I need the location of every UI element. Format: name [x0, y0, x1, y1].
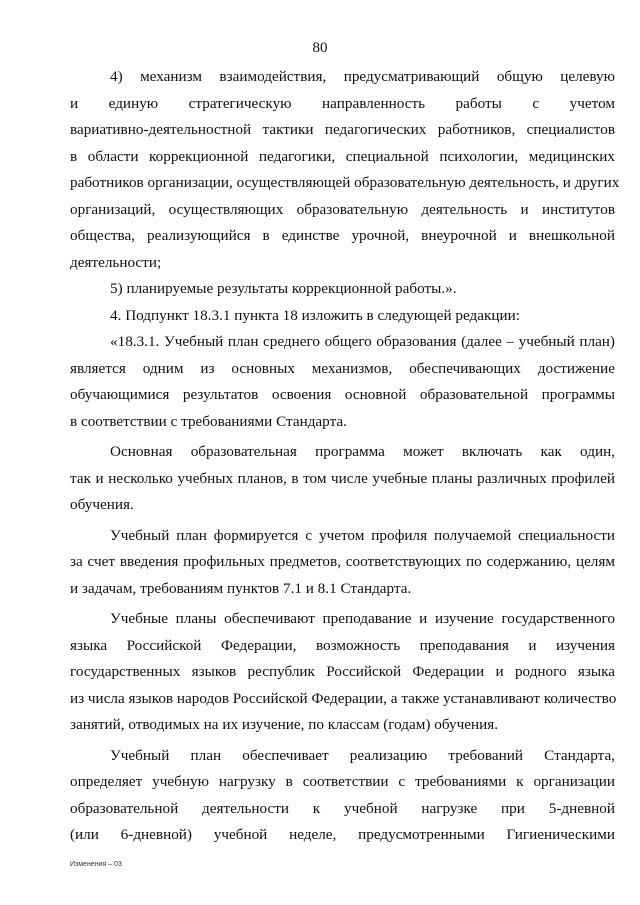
page-number: 80 — [312, 40, 328, 56]
text-line: организаций, осуществляющих образовательную деятельность и институтов — [70, 200, 615, 218]
footer-note: Изменения – 03 — [70, 861, 122, 868]
text-line: вариативно-деятельностной тактики педагогических работников, специалистов — [70, 121, 615, 138]
text-line: определяет учебную нагрузку в соответствии с требованиями к организации — [70, 773, 615, 790]
document-body — [70, 64, 620, 849]
text-line: образовательной деятельности к учебной нагрузке при 5-дневной — [70, 799, 615, 817]
text-line: в соответствии с требованиями Стандарта. — [70, 412, 347, 430]
text-line: работников организации, осуществляющей образовательную деятельность, и других — [70, 174, 620, 191]
text-line: и единую стратегическую направленность работы с учетом — [70, 94, 615, 112]
text-line: языка Российской Федерации, возможность преподавания и изучения — [70, 636, 615, 654]
text-line: (или 6-дневной) учебной неделе, предусмотренными Гигиеническими — [70, 826, 615, 843]
text-line: 5) планируемые результаты коррекционной работы.». — [110, 280, 457, 297]
text-line: так и несколько учебных планов, в том числе учебные планы различных профилей — [70, 469, 615, 487]
text-line: государственных языков республик Российской Федерации и родного языка — [70, 663, 615, 680]
text-line: «18.3.1. Учебный план среднего общего образования (далее – учебный план) — [110, 333, 615, 350]
text-line: занятий, отводимых на их изучение, по классам (годам) обучения. — [70, 716, 498, 733]
text-line: обучающимися результатов освоения основной образовательной программы — [70, 386, 615, 403]
text-line: Учебные планы обеспечивают преподавание и изучение государственного — [110, 610, 615, 627]
text-line: 4. Подпункт 18.3.1 пункта 18 изложить в следующей редакции: — [110, 306, 520, 324]
text-line: является одним из основных механизмов, обеспечивающих достижение — [70, 359, 615, 377]
text-line: деятельности; — [70, 253, 162, 271]
text-line: 4) механизм взаимодействия, предусматривающий общую целевую — [110, 68, 615, 85]
text-line: в области коррекционной педагогики, специальной психологии, медицинских — [70, 147, 615, 165]
text-line: из числа языков народов Российской Федерации, а также устанавливают количество — [70, 689, 617, 707]
text-line: Учебный план формируется с учетом профиля получаемой специальности — [110, 526, 615, 544]
text-line: Основная образовательная программа может включать как один, — [110, 443, 615, 460]
text-line: обучения. — [70, 496, 134, 513]
text-line: Учебный план обеспечивает реализацию требований Стандарта, — [110, 746, 615, 764]
text-line: за счет введения профильных предметов, соответствующих по содержанию, целям — [70, 553, 615, 570]
text-line: общества, реализующийся в единстве урочной, внеурочной и внешкольной — [70, 227, 615, 244]
text-line: и задачам, требованиям пунктов 7.1 и 8.1 Стандарта. — [70, 579, 412, 597]
